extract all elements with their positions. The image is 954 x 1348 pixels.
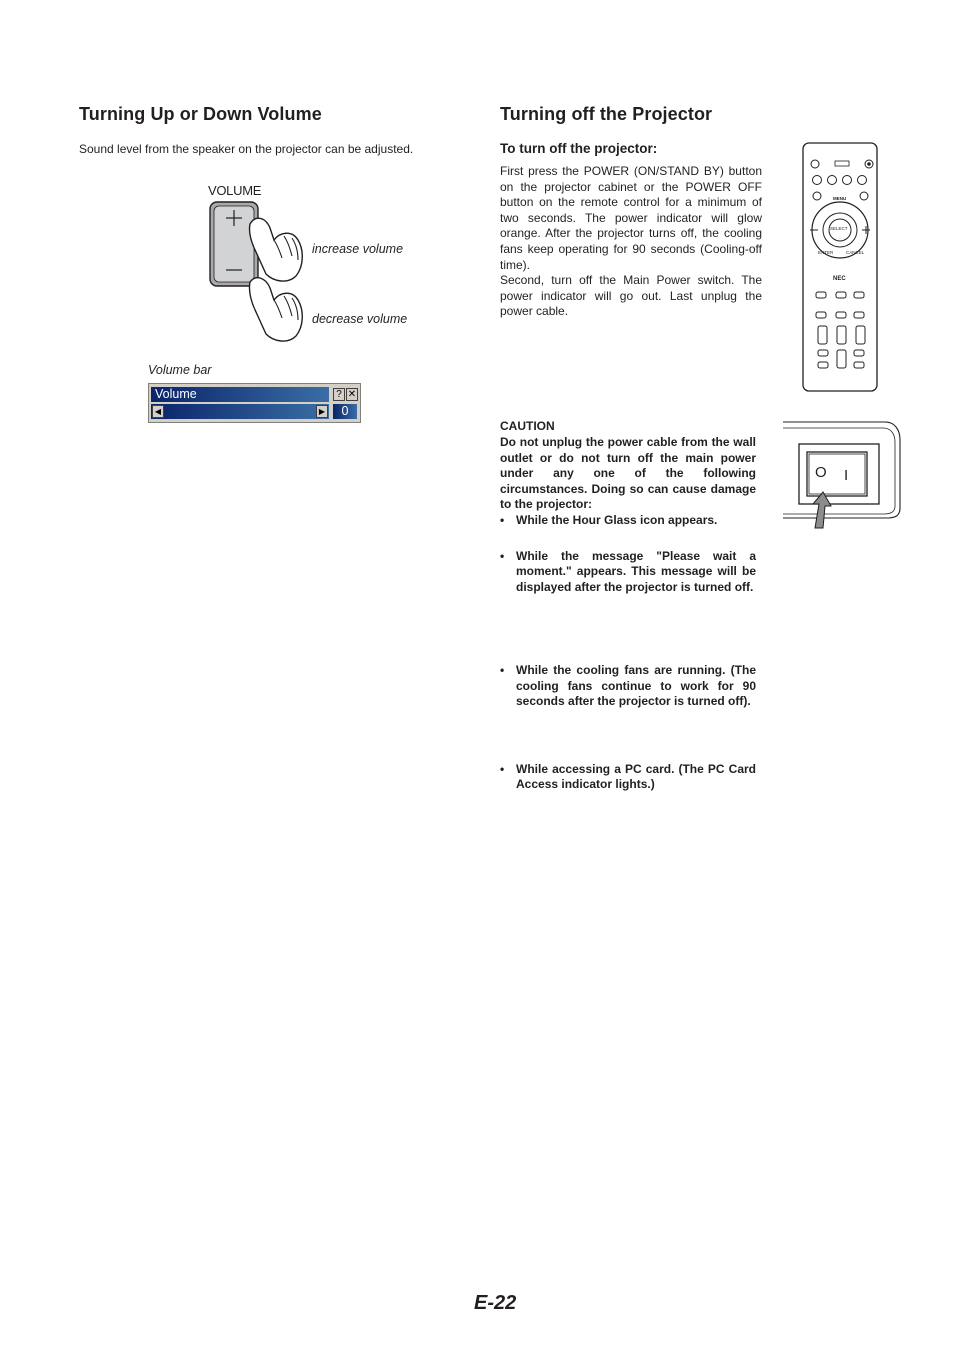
decrease-volume-label: decrease volume — [312, 312, 408, 326]
volume-heading: Turning Up or Down Volume — [79, 104, 322, 124]
caution-bullet-text: While the cooling fans are running. (The cooling fans continue to work for 90 seconds after the projector is turned off). — [516, 663, 756, 708]
remote-control-image — [802, 142, 878, 392]
power-off-subheading: To turn off the projector: — [500, 141, 658, 156]
close-button[interactable]: ✕ — [347, 389, 357, 400]
switch-off-symbol: O — [815, 464, 827, 481]
main-power-switch-image — [783, 420, 901, 530]
volume-illustration — [200, 182, 320, 352]
caution-bullet-3 — [500, 663, 756, 710]
remote-brand-logo: NEC — [833, 276, 846, 282]
remote-cancel-label: CANCEL — [846, 250, 865, 255]
remote-select-label: SELECT — [830, 226, 848, 231]
caution-bullet-2 — [500, 549, 756, 596]
power-off-para2: Second, turn off the Main Power switch. The power indicator will go out. Last unplug the power cable. — [500, 273, 762, 319]
volume-decrease-arrow-icon[interactable]: ◀ — [152, 405, 164, 418]
volume-bar — [148, 383, 361, 423]
volume-intro: Sound level from the speaker on the projector can be adjusted. — [79, 142, 414, 156]
caution-bullet-text: While accessing a PC card. (The PC Card Access indicator lights.) — [516, 761, 756, 791]
volume-bar-title: Volume — [151, 387, 329, 402]
caution-bullet-text: While the Hour Glass icon appears. — [516, 513, 718, 527]
volume-increase-arrow-icon[interactable]: ▶ — [316, 405, 328, 418]
page-number: E-22 — [474, 1292, 517, 1314]
volume-button-label: VOLUME — [208, 183, 262, 198]
bullet-icon: • — [500, 513, 505, 527]
switch-on-symbol: I — [844, 467, 849, 484]
caution-text: Do not unplug the power cable from the wall outlet or do not turn off the main power under any one of the following circumstances. Doing so can cause damage to the projector: — [500, 435, 756, 512]
power-off-heading: Turning off the Projector — [500, 104, 713, 124]
increase-volume-label: increase volume — [312, 242, 404, 256]
caution-bullet-1 — [500, 513, 756, 529]
bullet-icon: • — [500, 761, 505, 776]
bullet-icon: • — [500, 548, 505, 563]
volume-value: 0 — [333, 404, 357, 419]
power-off-para1: First press the POWER (ON/STAND BY) button on the projector cabinet or the POWER OFF button on the remote control for a minimum of two seconds. The power indicator will glow orange. After the projector turns off, the cooling fans keep operating for 90 seconds (Cooling-off time). — [500, 164, 762, 272]
remote-menu-label: MENU — [833, 196, 847, 201]
caution-title: CAUTION — [500, 419, 555, 433]
bullet-icon: • — [500, 663, 505, 677]
help-button[interactable]: ? — [333, 388, 345, 401]
remote-enter-label: ENTER — [818, 250, 834, 255]
volume-bar-caption: Volume bar — [148, 363, 212, 377]
volume-slider-track[interactable] — [151, 404, 329, 419]
caution-bullet-4 — [500, 762, 756, 793]
caution-bullet-text: While the message "Please wait a moment." appears. This message will be displayed after the projector is turned off. — [516, 548, 756, 594]
